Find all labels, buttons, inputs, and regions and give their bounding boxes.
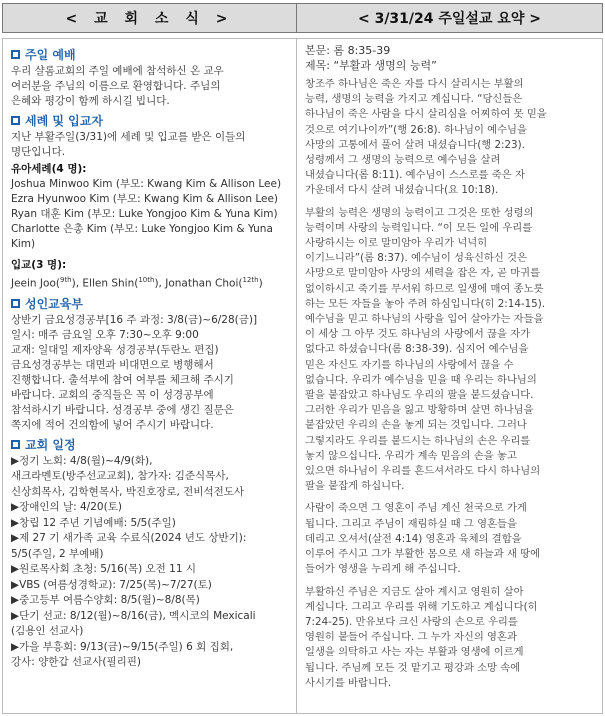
schedule-section-title xyxy=(11,436,290,453)
grade-superscript: 12th xyxy=(242,276,259,284)
worship-section-title xyxy=(11,46,290,63)
schedule-list xyxy=(11,454,290,671)
infant-list-item: Charlotte 은총 Kim (부모: Luke Yongjoo Kim & Yuna Kim) xyxy=(11,223,273,250)
schedule-item: ▶창립 12 주년 기념예배: 5/5(주일) xyxy=(11,516,176,529)
adult-ed-text: 상반기 금요성경공부[16 주 과정: 3/8(금)~6/28(금)] 일시: 매주 금요일 오후 7:30~오후 9:00 교재: 일대일 제자양육 성경공부(두란노 편집) 금요성경공부는 대면과 비대면으로 병행해서 진행합니다. 출석부에 참여 여부를 체크해 주시기 바랍니다. 교회의 중직들은 꼭 이 성경공부에 참석하시기 바랍니다. 성경공부 중에 생긴 질문은 쪽지에 적어 건의함에 넣어 주시기 바랍니다. xyxy=(11,313,258,431)
schedule-item: ▶VBS (여름성경학교): 7/25(목)~7/27(토) xyxy=(11,578,212,591)
schedule-item: ▶단기 선교: 8/12(월)~8/16(금), 멕시코의 Mexicali (김용인 선교사) xyxy=(11,609,256,637)
baptism-section-title xyxy=(11,112,290,129)
schedule-item: ▶가을 부흥회: 9/13(금)~9/15(주일) 6 회 집회, 강사: 양한갑 선교사(필리핀) xyxy=(11,640,234,668)
adult-ed-section-title xyxy=(11,295,290,312)
adult-ed-title-text: 성인교육부 xyxy=(25,296,83,311)
grade-superscript: 10th xyxy=(138,276,155,284)
sermon-paragraph: 부활의 능력은 생명의 능력이고 그것은 또한 성령의 능력이며 사랑의 능력입니다. “이 모든 일에 우리를 사랑하시는 이로 말미암아 우리가 넉넉히 이기느니라”(롬 8:37). 예수님이 성육신하신 것은 사망으로 말미암아 사망의 세력을 잡은 자, 곧 마귀를 없이하시고 죽기를 무서워 하므로 일생에 매여 종노릇 하는 모든 자들을 놓아 주려 하심입니다(히 2:14-15). 예수님을 믿고 하나님의 사랑을 입어 살아가는 자들을 이 세상 그 아무 것도 하나님의 사랑에서 끊을 자가 없다고 하셨습니다(롬 8:38-39). 심지어 예수님을 믿은 자신도 자기를 하나님의 사랑에서 끊을 수 없습니다. 우리가 예수님을 믿을 때 우리는 하나님의 팔을 붙잡았고 하나님도 우리의 팔을 붙드셨습니다. 그러한 우리가 믿음을 잃고 방황하며 살면 하나님을 붙잡았던 우리의 손을 놓게 되는 것입니다. 그러나 그렇지라도 우리를 붙드시는 하나님의 손은 우리를 놓지 않으십니다. 우리가 계속 믿음의 손을 놓고 있으면 하나님이 우리를 흔드셔서라도 다시 하나님의 팔을 붙잡게 하십니다. xyxy=(305,206,545,493)
infant-list-item: Ezra Hyunwoo Kim (부모: Kwang Kim & Allison Lee) xyxy=(11,193,279,205)
square-bullet-icon xyxy=(11,299,20,308)
scripture-reference: 본문: 롬 8:35-39 xyxy=(305,44,391,57)
confirmation-name: Jeein Joo xyxy=(11,277,56,290)
worship-text: 우리 샬롬교회의 주일 예배에 참석하신 온 교우 여러분을 주님의 이름으로 환영합니다. 주님의 은혜와 평강이 함께 하시길 빕니다. xyxy=(11,65,224,107)
schedule-item: ▶제 27 기 새가족 교육 수료식(2024 년도 상반기): 5/5(주일, 2 부예배) xyxy=(11,532,247,560)
grade-superscript: 9th xyxy=(59,276,72,284)
confirmation-label: 입교(3 명): xyxy=(11,259,67,271)
square-bullet-icon xyxy=(11,440,20,449)
square-bullet-icon xyxy=(11,116,20,125)
sermon-title: 제목: “부활과 생명의 능력” xyxy=(305,59,437,72)
header-bar xyxy=(2,3,603,33)
schedule-item: ▶원로목사회 초청: 5/16(목) 오전 11 시 xyxy=(11,563,197,575)
worship-title-text: 주일 예배 xyxy=(25,48,76,62)
schedule-title-text: 교회 일정 xyxy=(25,437,76,452)
schedule-item: ▶정기 노회: 4/8(월)~4/9(화), 새크라멘토(방주선교교회), 참가자: 김준식목사, 신상희목사, 김학현목사, 박진호장로, 전비석전도사 xyxy=(11,454,245,498)
infant-list-item: Ryan 대훈 Kim (부모: Luke Yongjoo Kim & Yuna Kim) xyxy=(11,208,278,220)
schedule-item: ▶장애인의 날: 4/20(토) xyxy=(11,501,122,513)
sermon-paragraph: 창조주 하나님은 죽은 자를 다시 살리시는 부활의 능력, 생명의 능력을 가지고 계십니다. “당신들은 하나님이 죽은 사람을 다시 살리심을 어찌하여 못 믿을 것으로 여기나이까”(행 26:8). 하나님이 예수님을 사망의 고통에서 풀어 살려 내셨습니다(행 2:23). 성령께서 그 생명의 능력으로 예수님을 살려 내셨습니다(롬 8:11). 예수님이 스스로를 죽은 자 가운데서 다시 살려 내셨습니다(요 10:18). xyxy=(305,78,547,197)
confirmation-name: Ellen Shin xyxy=(82,277,135,290)
confirmation-name: Jonathan Choi xyxy=(165,277,239,290)
infant-baptism-label: 유아세례(4 명): xyxy=(11,163,87,175)
baptism-title-text: 세례 및 입교자 xyxy=(25,114,103,128)
baptism-text: 지난 부활주일(3/31)에 세례 및 입교를 받은 이들의 명단입니다. xyxy=(11,131,246,158)
church-news-heading: < 교 회 소 식 > xyxy=(2,3,297,33)
sermon-paragraph: 부활하신 주님은 지금도 살아 계시고 영원히 살아 계십니다. 그리고 우리를 위해 기도하고 계십니다(히 7:24-25). 만유보다 크신 사랑의 손으로 우리를 영원히 붙들어 주십니다. 그 누가 자신의 영혼과 일생을 의탁하고 사는 자는 부활과 영생에 이르게 됩니다. 주님께 모든 것 맡기고 평강과 소망 속에 사시기를 바랍니다. xyxy=(305,585,538,689)
sermon-paragraph: 사람이 죽으면 그 영혼이 주님 계신 천국으로 가게 됩니다. 그리고 주님이 재림하실 때 그 영혼들을 데리고 오셔서(살전 4:14) 영혼과 육체의 결합을 이루어 주시고 그가 부활한 몸으로 새 하늘과 새 땅에 들어가 영생을 누리게 해 주십니다. xyxy=(305,502,541,576)
content-area xyxy=(2,38,603,714)
schedule-item: ▶중고등부 여름수양회: 8/5(월)~8/8(목) xyxy=(11,594,200,606)
infant-list-item: Joshua Minwoo Kim (부모: Kwang Kim & Allison Lee) xyxy=(11,178,282,190)
church-news-column xyxy=(2,38,297,714)
confirmation-list: Jeein Joo($^{9th}$), Ellen Shin($^{10th}$), Jonathan Choi($^{12th}$) xyxy=(11,276,263,290)
sermon-summary-column xyxy=(297,38,603,714)
sermon-summary-heading: < 3/31/24 주일설교 요약 > xyxy=(297,3,603,33)
square-bullet-icon xyxy=(11,50,20,59)
